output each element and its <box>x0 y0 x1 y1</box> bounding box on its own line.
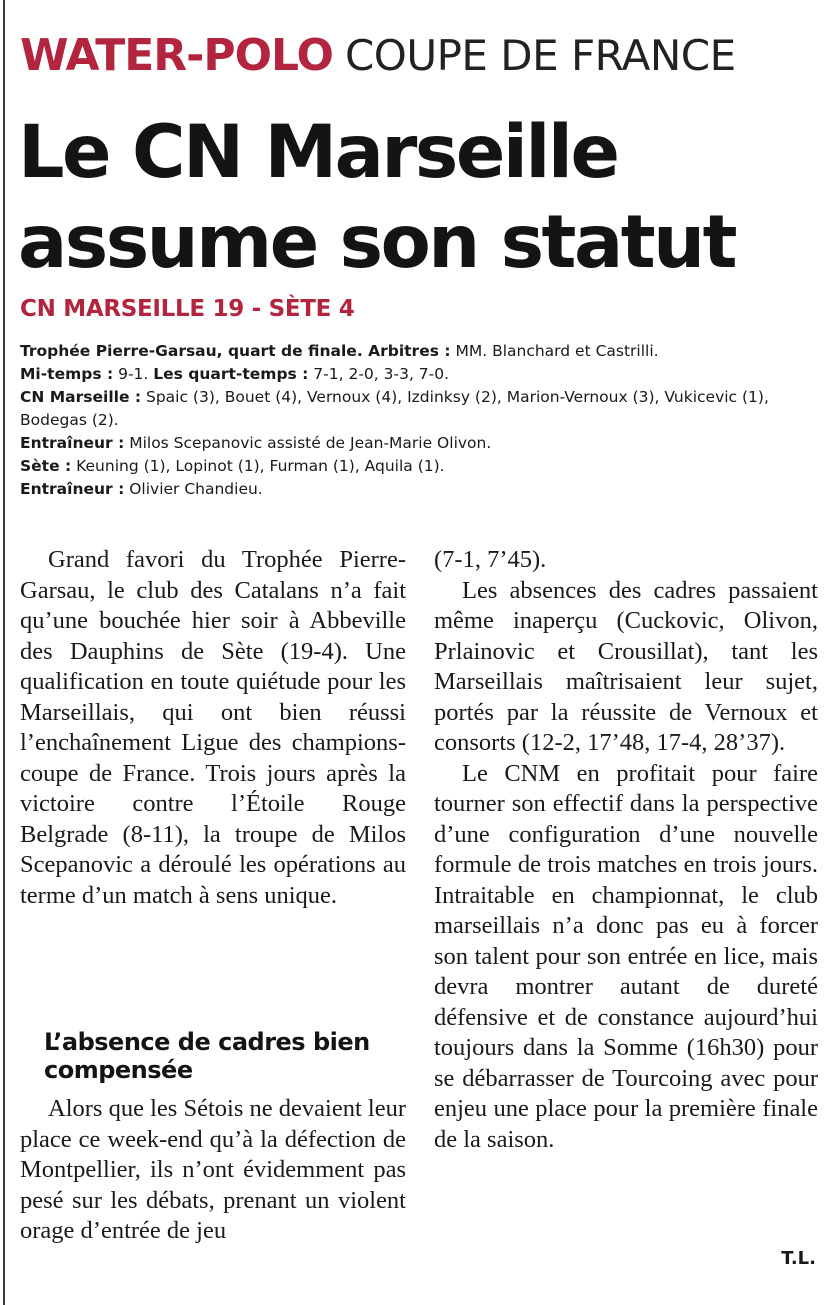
facts-cnm-coach <box>20 432 820 455</box>
article-paragraph-2-continued: (7-1, 7’45). <box>434 546 547 573</box>
headline-line-1: Le CN Marseille <box>18 110 618 195</box>
facts-sete-label: Sète : <box>20 457 72 475</box>
facts-sete-coach <box>20 478 820 501</box>
facts-quarters-label: Les quart-temps : <box>153 365 309 383</box>
facts-sete-value: Keuning (1), Lopinot (1), Furman (1), Aquila (1). <box>71 457 445 475</box>
facts-trophy <box>20 340 820 363</box>
article-paragraph-3: Les absences des cadres passaient même inaperçu (Cuckovic, Olivon, Prlainovic et Crousillat), tant les Marseillais maîtrisaient leur sujet, portés par la réussite de Vernoux et consorts (12-2, 17’48, 17-4, 28’37). <box>434 576 818 756</box>
sport-rubric: WATER-POLO <box>20 30 333 81</box>
headline <box>18 108 828 288</box>
author-signature: T.L. <box>781 1248 816 1269</box>
left-border-rule <box>3 0 5 1305</box>
subheading: L’absence de cadres bien compensée <box>44 1028 370 1084</box>
article-paragraph-2: Alors que les Sétois ne devaient leur place ce week-end qu’à la défection de Montpellier, ils n’ont évidemment pas pesé sur les débats, prenant un violent orage d’entrée de jeu <box>20 1095 406 1244</box>
facts-coach2-label: Entraîneur : <box>20 480 125 498</box>
article-paragraph-4: Le CNM en profitait pour faire tourner son effectif dans la perspective d’une configuration d’une nouvelle formule de trois matches en trois jours. Intraitable en championnat, le club marseillais n’a donc pas eu à forcer son talent pour son entrée en lice, mais devra montrer autant de dureté défensive et de constance aujourd’hui toujours dans la Somme (16h30) pour se débarrasser de Tourcoing avec pour enjeu une place pour la première finale de la saison. <box>434 759 818 1153</box>
facts-cnm-label: CN Marseille : <box>20 388 142 406</box>
headline-line-2: assume son statut <box>18 200 735 285</box>
facts-coach1-label: Entraîneur : <box>20 434 125 452</box>
facts-halftime-value: 9-1. <box>113 365 154 383</box>
match-facts <box>20 340 820 501</box>
facts-sete-scorers <box>20 455 820 478</box>
article-column-left-continued <box>20 1094 406 1247</box>
article-column-left <box>20 545 406 911</box>
score-line: CN MARSEILLE 19 - SÈTE 4 <box>20 296 355 322</box>
facts-halftime-label: Mi-temps : <box>20 365 114 383</box>
facts-trophy-value: MM. Blanchard et Castrilli. <box>450 342 659 360</box>
kicker <box>20 30 736 81</box>
competition-label: COUPE DE FRANCE <box>344 31 736 80</box>
facts-cnm-scorers <box>20 386 820 432</box>
facts-periods <box>20 363 820 386</box>
facts-trophy-label: Trophée Pierre-Garsau, quart de finale. Arbitres : <box>20 342 451 360</box>
article-column-right <box>434 545 818 1155</box>
article-paragraph-1: Grand favori du Trophée Pierre-Garsau, le club des Catalans n’a fait qu’une bouchée hier soir à Abbeville des Dauphins de Sète (19-4). Une qualification en toute quiétude pour les Marseillais, qui ont bien réussi l’enchaînement Ligue des champions-coupe de France. Trois jours après la victoire contre l’Étoile Rouge Belgrade (8-11), la troupe de Milos Scepanovic a déroulé les opérations au terme d’un match à sens unique. <box>20 546 406 909</box>
facts-quarters-value: 7-1, 2-0, 3-3, 7-0. <box>308 365 450 383</box>
facts-coach2-value: Olivier Chandieu. <box>124 480 263 498</box>
facts-coach1-value: Milos Scepanovic assisté de Jean-Marie Olivon. <box>124 434 492 452</box>
facts-cnm-value: Spaic (3), Bouet (4), Vernoux (4), Izdinksy (2), Marion-Vernoux (3), Vukicevic (1), Bodegas (2). <box>20 388 769 429</box>
